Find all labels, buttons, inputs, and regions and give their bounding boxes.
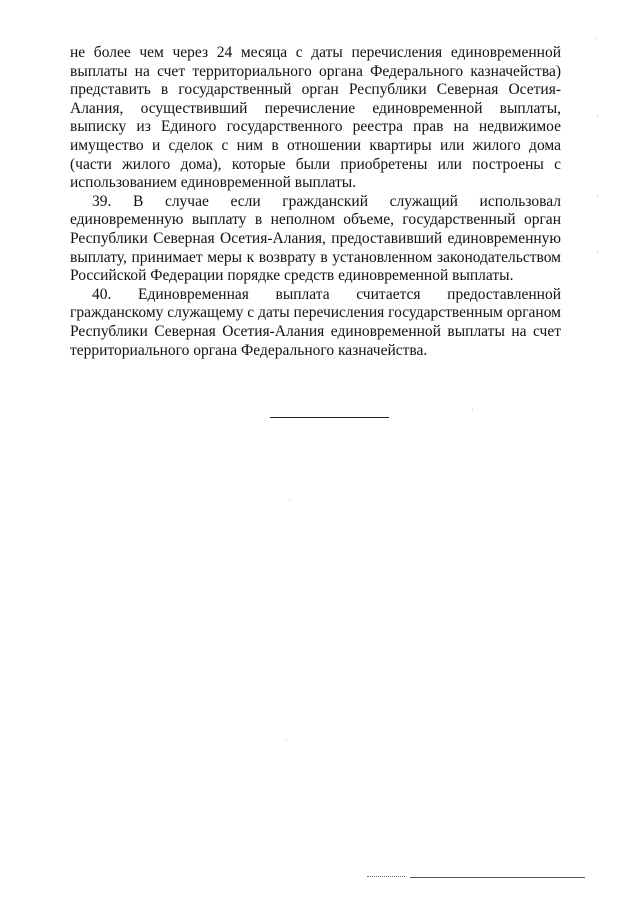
scan-speck: [597, 252, 598, 253]
document-body: [70, 44, 561, 360]
scan-speck: [597, 195, 598, 196]
closing-horizontal-rule: [270, 417, 389, 418]
footer-rule: [410, 877, 585, 878]
scan-speck: [596, 38, 597, 39]
paragraph-item-39: 39. В случае если гражданский служащий использовал единовременную выплату в неполном объеме, государственный орган Республики Северная Осетия-Алания, предоставивший единовременную выплату, принимает меры к возврату в установленном законодательством Российской Федерации порядке средств единовременной выплаты.: [70, 192, 561, 285]
scan-speck: [472, 409, 473, 410]
scan-speck: [289, 499, 290, 500]
scan-speck: [286, 740, 287, 741]
paragraph-continuation: не более чем через 24 месяца с даты перечисления единовременной выплаты на счет территориального органа Федерального казначейства) представить в государственный орган Республики Северная Осетия-Алания, осуществивший перечисление единовременной выплаты, выписку из Единого государственного реестра прав на недвижимое имущество и сделок с ним в отношении квартиры или жилого дома (части жилого дома), которые были приобретены или построены с использованием единовременной выплаты.: [70, 44, 561, 192]
scan-speck: [597, 116, 598, 117]
footer-dotted-mark: [367, 876, 405, 877]
paragraph-item-40: 40. Единовременная выплата считается предоставленной гражданскому служащему с даты перечисления государственным органом Республики Северная Осетия-Алания единовременной выплаты на счет территориального органа Федерального казначейства.: [70, 285, 561, 359]
